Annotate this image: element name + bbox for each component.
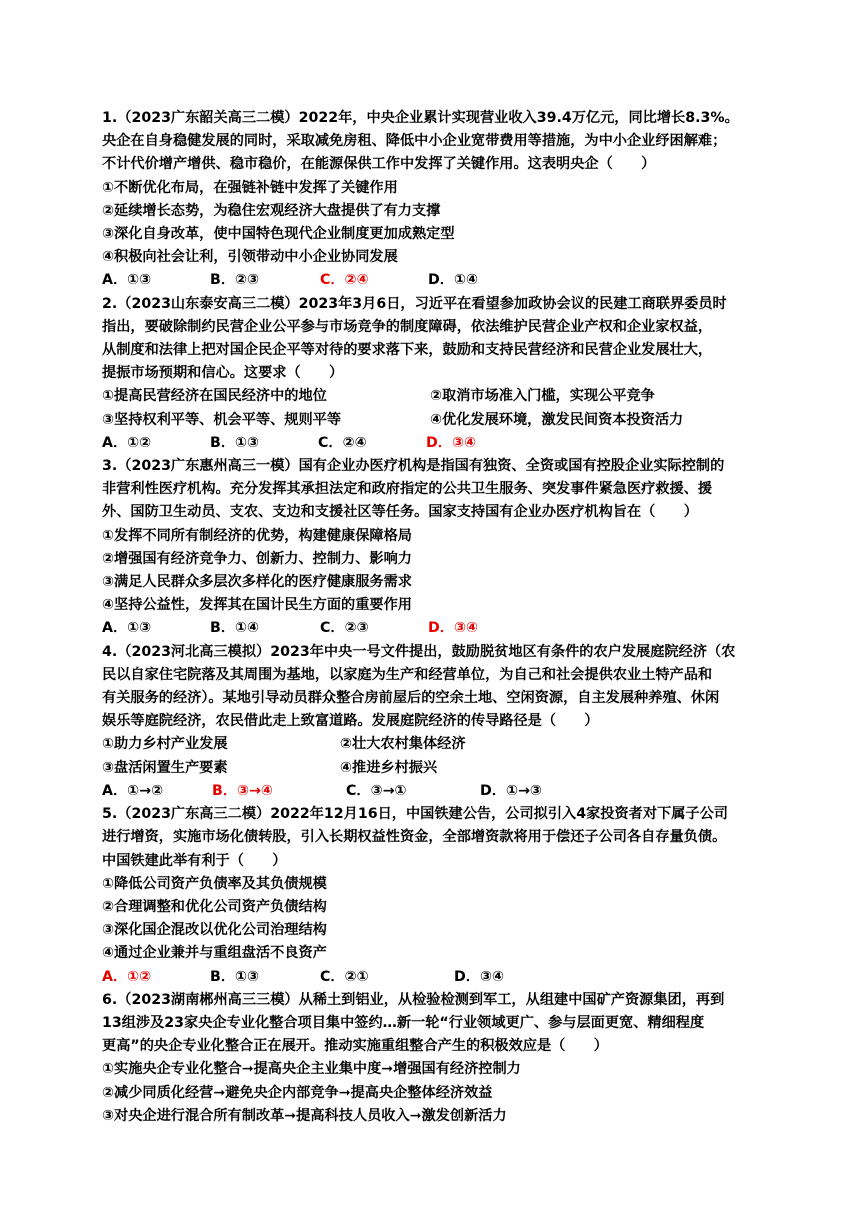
- statement: ③深化国企混改以优化公司治理结构: [102, 922, 327, 939]
- statement-row: [102, 409, 802, 432]
- option-a-correct-answer: A．①②: [102, 968, 152, 985]
- option-d: D．③④: [454, 968, 504, 985]
- question-2: [102, 293, 802, 455]
- question-stem-line: 有关服务的经济）。某地引导动员群众整合房前屋后的空余土地、空闲资源，自主发展种养殖、休闲: [102, 690, 720, 707]
- question-stem-line: 非营利性医疗机构。充分发挥其承担法定和政府指定的公共卫生服务、突发事件紧急医疗救援、援: [102, 481, 713, 498]
- question-stem-line: 6.（2023湖南郴州高三三模）从稀土到铝业，从检验检测到军工，从组建中国矿产资源集团，再到: [102, 991, 725, 1008]
- option-d-correct-answer: D．③④: [428, 620, 478, 637]
- question-stem-line: 中国铁建此举有利于（ ）: [102, 852, 287, 869]
- question-4: [102, 641, 802, 803]
- option-b: B．②③: [210, 272, 260, 289]
- statement: ④通过企业兼并与重组盘活不良资产: [102, 945, 327, 962]
- question-stem-line: 外、国防卫生动员、支农、支边和支援社区等任务。国家支持国有企业办医疗机构旨在（ ）: [102, 504, 698, 521]
- answer-options: [102, 432, 802, 455]
- question-stem-line: 娱乐等庭院经济，农民借此走上致富道路。发展庭院经济的传导路径是（ ）: [102, 713, 599, 730]
- statement-row: [102, 733, 802, 756]
- statement: ①实施央企专业化整合➞提高央企主业集中度➞增强国有经济控制力: [102, 1061, 521, 1078]
- statement: ②取消市场准入门槛，实现公平竞争: [430, 388, 655, 405]
- option-d-correct-answer: D．③④: [426, 434, 476, 451]
- question-stem-line: 13组涉及23家央企专业化整合项目集中签约…新一轮“行业领域更广、参与层面更宽、精细程度: [102, 1014, 705, 1031]
- statement: ①助力乡村产业发展: [102, 736, 228, 753]
- question-1: [102, 107, 802, 293]
- question-5: [102, 803, 802, 989]
- statement: ②壮大农村集体经济: [340, 736, 466, 753]
- option-b: B．①③: [210, 434, 260, 451]
- option-c: C．②①: [320, 968, 369, 985]
- option-a: A．①③: [102, 620, 152, 637]
- statement: ③盘活闲置生产要素: [102, 759, 228, 776]
- question-stem-line: 不计代价增产增供、稳市稳价，在能源保供工作中发挥了关键作用。这表明央企（ ）: [102, 156, 656, 173]
- option-d: D．①④: [428, 272, 478, 289]
- question-stem-line: 2.（2023山东泰安高三二模）2023年3月6日，习近平在看望参加政协会议的民建工商联界委员时: [102, 295, 727, 312]
- answer-options: [102, 269, 802, 292]
- statement: ②减少同质化经营➞避免央企内部竞争➞提高央企整体经济效益: [102, 1084, 493, 1101]
- option-a: A．①③: [102, 272, 152, 289]
- answer-options: [102, 617, 802, 640]
- statement: ③对央企进行混合所有制改革➞提高科技人员收入➞激发创新活力: [102, 1107, 507, 1124]
- statement: ③深化自身改革，使中国特色现代企业制度更加成熟定型: [102, 226, 455, 243]
- statement: ②增强国有经济竞争力、创新力、控制力、影响力: [102, 550, 412, 567]
- option-a: A．①②: [102, 434, 152, 451]
- option-b: B．①③: [210, 968, 260, 985]
- answer-options: [102, 966, 802, 989]
- statement: ①发挥不同所有制经济的优势，构建健康保障格局: [102, 527, 412, 544]
- statement: ③坚持权利平等、机会平等、规则平等: [102, 411, 342, 428]
- question-stem-line: 4.（2023河北高三模拟）2023年中央一号文件提出，鼓励脱贫地区有条件的农户发展庭院经济（农: [102, 643, 736, 660]
- statement: ④积极向社会让利，引领带动中小企业协同发展: [102, 249, 398, 266]
- option-c: C．②③: [320, 620, 369, 637]
- statement: ②合理调整和优化公司资产负债结构: [102, 898, 327, 915]
- question-6: [102, 989, 802, 1128]
- question-stem-line: 1.（2023广东韶关高三二模）2022年，中央企业累计实现营业收入39.4万亿元，同比增长8.3%。: [102, 110, 739, 126]
- option-d: D．①→③: [480, 782, 542, 799]
- option-a: A．①→②: [102, 782, 164, 799]
- question-stem-line: 指出，要破除制约民营企业公平参与市场竞争的制度障碍，依法维护民营企业产权和企业家权益，: [102, 318, 713, 335]
- statement: ①降低公司资产负债率及其负债规模: [102, 875, 327, 892]
- question-stem-line: 进行增资，实施市场化债转股，引入长期权益性资金，全部增资款将用于偿还子公司各自存量负债。: [102, 829, 727, 846]
- statement: ①提高民营经济在国民经济中的地位: [102, 388, 327, 405]
- statement: ③满足人民群众多层次多样化的医疗健康服务需求: [102, 574, 412, 591]
- question-stem-line: 3.（2023广东惠州高三一模）国有企业办医疗机构是指国有独资、全资或国有控股企业实际控制的: [102, 458, 725, 475]
- option-b-correct-answer: B．③→④: [212, 782, 273, 799]
- option-c: C．②④: [318, 434, 367, 451]
- statement: ④坚持公益性，发挥其在国计民生方面的重要作用: [102, 597, 412, 614]
- option-b: B．①④: [210, 620, 260, 637]
- question-stem-line: 从制度和法律上把对国企民企平等对待的要求落下来，鼓励和支持民营经济和民营企业发展壮大，: [102, 342, 713, 359]
- statement-row: [102, 757, 802, 780]
- question-3: [102, 455, 802, 641]
- question-stem-line: 民以自家住宅院落及其周围为基地，以家庭为生产和经营单位，为自己和社会提供农业土特产品和: [102, 666, 713, 683]
- statement-row: [102, 385, 802, 408]
- question-stem-line: 更高”的央企专业化整合正在展开。推动实施重组整合产生的积极效应是（ ）: [102, 1038, 608, 1055]
- question-stem-line: 央企在自身稳健发展的同时，采取减免房租、降低中小企业宽带费用等措施，为中小企业纾困解难；: [102, 133, 727, 150]
- option-c: C．③→①: [346, 782, 407, 799]
- question-stem-line: 提振市场预期和信心。这要求（ ）: [102, 365, 344, 382]
- option-c-correct-answer: C．②④: [320, 272, 369, 289]
- statement: ④推进乡村振兴: [340, 759, 438, 776]
- statement: ①不断优化布局，在强链补链中发挥了关键作用: [102, 179, 398, 196]
- question-stem-line: 5.（2023广东高三二模）2022年12月16日，中国铁建公告，公司拟引入4家投资者对下属子公司: [102, 806, 728, 823]
- question-list: [102, 107, 802, 1128]
- statement: ④优化发展环境，激发民间资本投资活力: [430, 411, 684, 428]
- answer-options: [102, 780, 802, 803]
- statement: ②延续增长态势，为稳住宏观经济大盘提供了有力支撑: [102, 202, 441, 219]
